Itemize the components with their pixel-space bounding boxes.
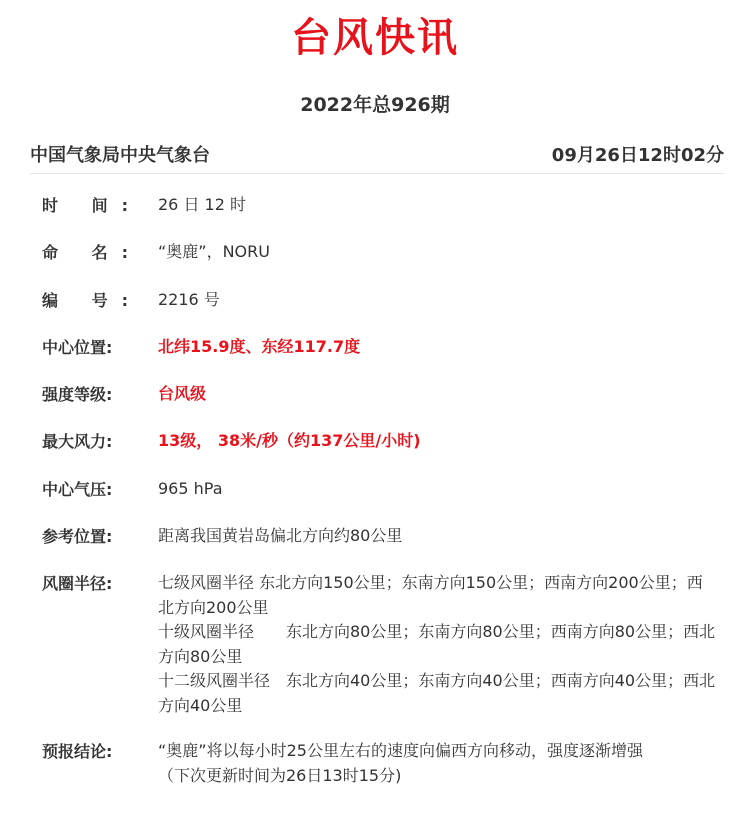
field-label: 编 号:: [42, 291, 142, 310]
page-title: 台风快讯: [291, 15, 459, 61]
field-value: 2216 号: [158, 290, 220, 309]
field-value: “奥鹿”，NORU: [158, 242, 270, 261]
wind-radius-7: 七级风圈半径 东北方向150公里；东南方向150公里；西南方向200公里；西北方向200公里: [158, 573, 703, 617]
forecast-conclusion: “奥鹿”将以每小时25公里左右的速度向偏西方向移动，强度逐渐增强: [158, 741, 643, 760]
field-value: 距离我国黄岩岛偏北方向约80公里: [158, 526, 403, 545]
field-value: 26 日 12 时: [158, 195, 246, 214]
issue-timestamp: 09月26日12时02分: [551, 145, 724, 166]
field-label: 中心气压:: [42, 480, 113, 499]
wind-radius-10: 十级风圈半径 东北方向80公里；东南方向80公里；西南方向80公里；西北方向80公里: [158, 622, 716, 666]
field-label: 时 间:: [42, 196, 142, 215]
wind-radius-list: [158, 571, 718, 718]
field-value: 13级， 38米/秒（约137公里/小时): [158, 431, 421, 450]
agency-name: 中国气象局中央气象台: [30, 145, 210, 166]
field-label: 最大风力:: [42, 432, 113, 451]
bulletin-header: [30, 141, 724, 174]
field-label: 命 名:: [42, 243, 142, 262]
field-label: 预报结论:: [42, 742, 113, 761]
field-value: 台风级: [158, 384, 207, 403]
field-label: 风圈半径:: [42, 574, 113, 593]
issue-number: 2022年总926期: [300, 94, 450, 116]
field-label: 参考位置:: [42, 527, 113, 546]
field-label: 强度等级:: [42, 385, 113, 404]
field-value: 965 hPa: [158, 479, 223, 498]
next-update-note: （下次更新时间为26日13时15分): [158, 765, 402, 785]
wind-radius-12: 十二级风圈半径 东北方向40公里；东南方向40公里；西南方向40公里；西北方向40公里: [158, 671, 716, 715]
forecast-text: [158, 739, 718, 788]
field-value: 北纬15.9度、东经117.7度: [158, 337, 361, 356]
field-label: 中心位置:: [42, 338, 113, 357]
